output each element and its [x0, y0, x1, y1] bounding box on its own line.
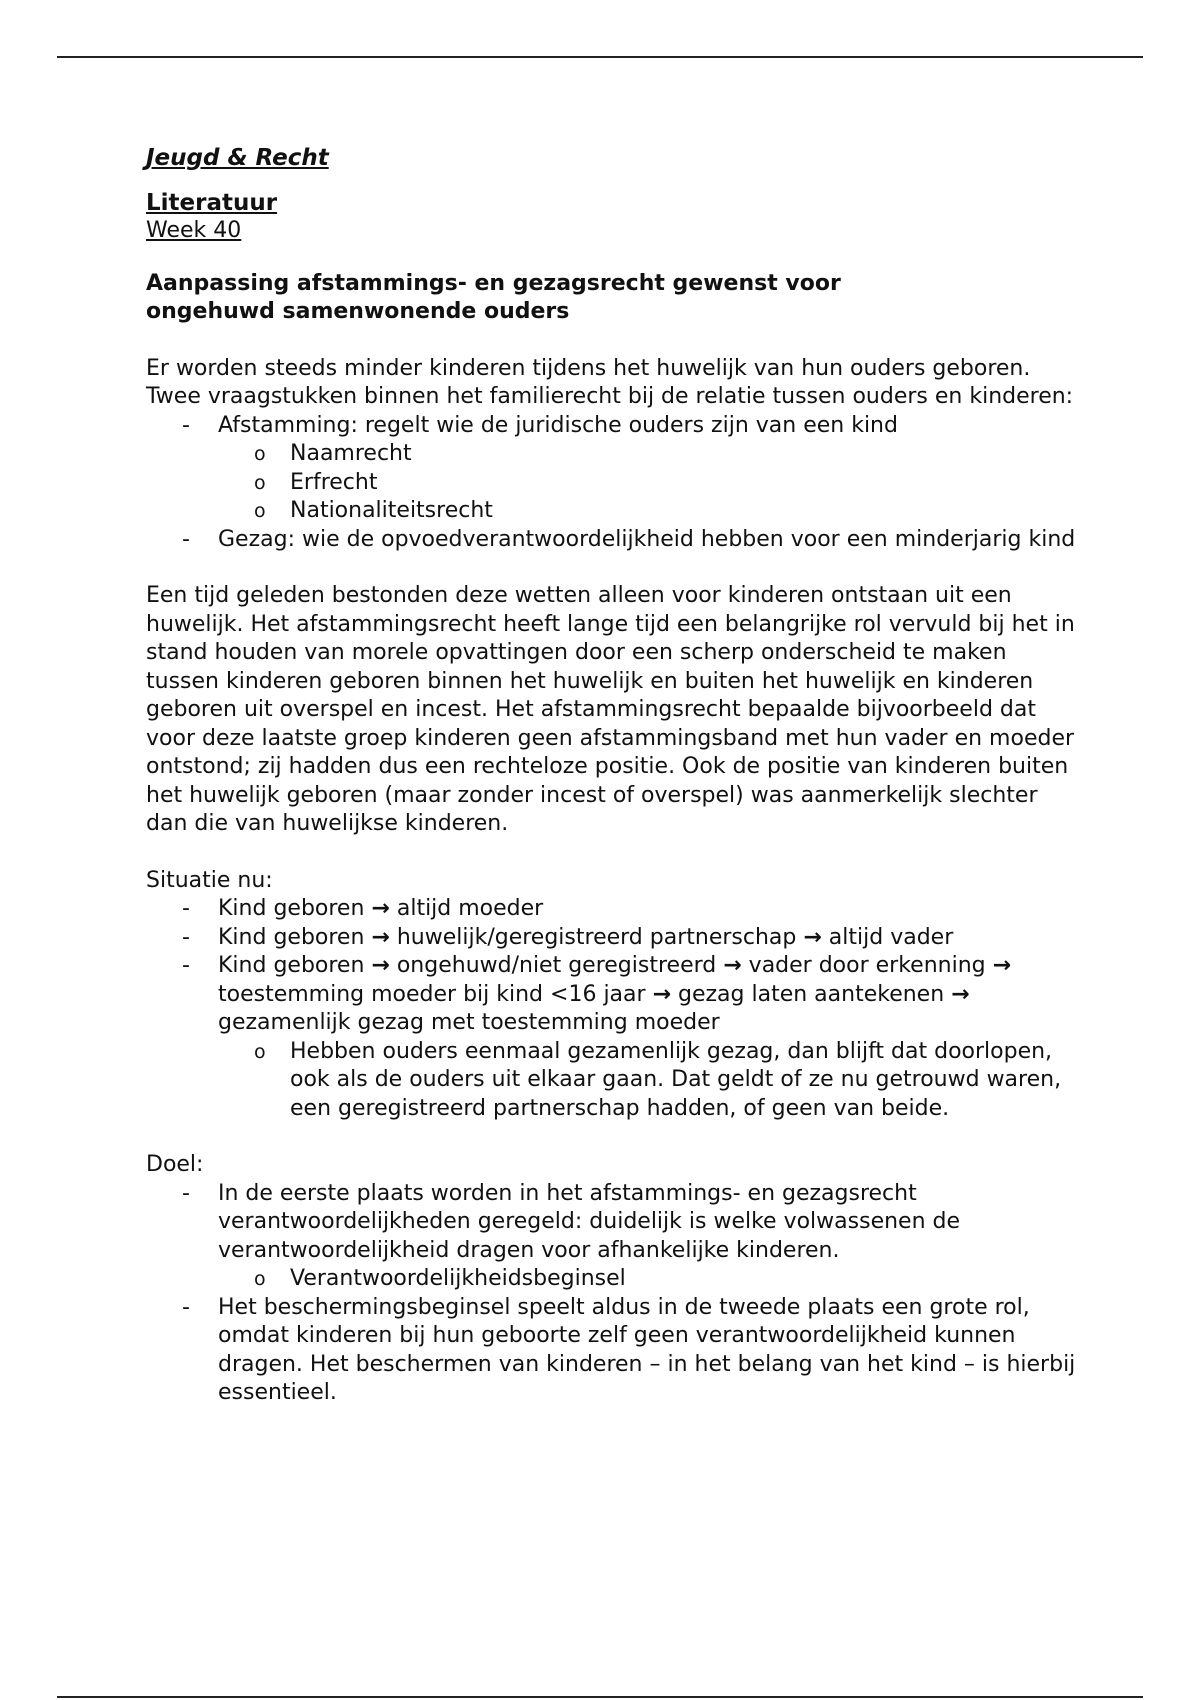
goal-text: In de eerste plaats worden in het afstammings- en gezagsrecht verantwoordelijkheden geregeld: duidelijk is welke volwassenen de verantwoordelijkheid dragen voor afhankelijke kinderen. [218, 1180, 961, 1263]
list-item [218, 1265, 1076, 1294]
circle-bullet: o [254, 500, 266, 522]
goal-label: Doel: [146, 1152, 204, 1177]
topics-list [146, 412, 1076, 555]
list-item [218, 497, 1076, 526]
list-item [146, 1294, 1076, 1408]
arrow-right-icon: → [992, 953, 1012, 978]
situation-text: Kind geboren [218, 896, 365, 921]
subitem-nationaliteitsrecht: Nationaliteitsrecht [290, 498, 493, 523]
goal-text: Het beschermingsbeginsel speelt aldus in de tweede plaats een grote rol, omdat kinderen bij hun geboorte zelf geen verantwoordelijkheid kunnen dragen. Het beschermen van kinderen – in het belang van het kind – is hierbij essentieel. [218, 1294, 1076, 1405]
subitem-naamrecht: Naamrecht [290, 441, 412, 466]
dash-bullet: - [182, 1294, 190, 1320]
situation-text: gezag laten aantekenen [678, 981, 945, 1007]
subitem-erfrecht: Erfrecht [290, 469, 378, 495]
situation-label: Situatie nu: [146, 867, 273, 893]
situation-text: altijd moeder [396, 896, 544, 921]
document-body [146, 144, 1076, 1408]
circle-bullet: o [254, 1268, 266, 1290]
list-item [146, 526, 1076, 555]
circle-bullet: o [254, 471, 266, 494]
section-week: Week 40 [146, 218, 242, 243]
situation-text: Kind geboren [218, 924, 365, 950]
situation-text: toestemming moeder bij kind <16 jaar [218, 981, 646, 1007]
list-item [218, 469, 1076, 498]
dash-bullet: - [182, 924, 190, 950]
list-item [146, 412, 1076, 526]
arrow-right-icon: → [371, 896, 390, 921]
arrow-right-icon: → [723, 953, 742, 978]
list-item [146, 924, 1076, 953]
situation-text: Kind geboren [218, 953, 365, 978]
dash-bullet: - [182, 1180, 190, 1206]
dash-bullet: - [182, 953, 190, 978]
dash-bullet: - [182, 526, 190, 552]
sublist [218, 1265, 1076, 1294]
situation-text: vader door erkenning [748, 953, 986, 978]
situation-text: huwelijk/geregistreerd partnerschap [396, 924, 797, 950]
section-title: Literatuur [146, 189, 278, 216]
arrow-right-icon: → [652, 981, 671, 1007]
intro-paragraph: Er worden steeds minder kinderen tijdens het huwelijk van hun ouders geboren. Twee vraagstukken binnen het familierecht bij de relatie tussen ouders en kinderen: [146, 355, 1074, 409]
circle-bullet: o [254, 443, 266, 465]
topic-gezag: Gezag: wie de opvoedverantwoordelijkheid hebben voor een minderjarig kind [218, 526, 1076, 552]
header-rule [57, 56, 1143, 58]
course-title: Jeugd & Recht [146, 145, 329, 171]
circle-bullet: o [254, 1040, 266, 1063]
list-item [218, 1038, 1076, 1124]
arrow-right-icon: → [951, 981, 970, 1007]
goal-list [146, 1180, 1076, 1408]
situation-note: Hebben ouders eenmaal gezamenlijk gezag, dan blijft dat doorlopen, ook als de ouders uit elkaar gaan. Dat geldt of ze nu getrouwd waren, een geregistreerd partnerschap hadden, of geen van beide. [290, 1038, 1062, 1121]
situation-text: gezamenlijk gezag met toestemming moeder [218, 1010, 720, 1035]
article-title: Aanpassing afstammings- en gezagsrecht gewenst voor ongehuwd samenwonende ouders [146, 270, 841, 324]
list-item [218, 440, 1076, 469]
arrow-right-icon: → [371, 953, 390, 978]
list-item [146, 952, 1076, 1123]
arrow-right-icon: → [371, 924, 390, 950]
dash-bullet: - [182, 896, 190, 921]
sublist [218, 440, 1076, 526]
sublist [218, 1038, 1076, 1124]
situation-text: altijd vader [828, 924, 954, 950]
dash-bullet: - [182, 412, 190, 438]
footer-rule [57, 1696, 1143, 1698]
list-item [146, 895, 1076, 924]
arrow-right-icon: → [803, 924, 822, 950]
topic-afstamming: Afstamming: regelt wie de juridische ouders zijn van een kind [218, 412, 898, 438]
history-paragraph: Een tijd geleden bestonden deze wetten alleen voor kinderen ontstaan uit een huwelijk. Het afstammingsrecht heeft lange tijd een belangrijke rol vervuld bij het in stand houden van morele opvattingen door een scherp onderscheid te maken tussen kinderen geboren binnen het huwelijk en buiten het huwelijk en kinderen geboren uit overspel en incest. Het afstammingsrecht bepaalde bijvoorbeeld dat voor deze laatste groep kinderen geen afstammingsband met hun vader en moeder ontstond; zij hadden dus een rechteloze positie. Ook de positie van kinderen buiten het huwelijk geboren (maar zonder incest of overspel) was aanmerkelijk slechter dan die van huwelijkse kinderen. [146, 583, 1075, 836]
goal-subitem: Verantwoordelijkheidsbeginsel [290, 1266, 626, 1291]
situation-list [146, 895, 1076, 1123]
list-item [146, 1180, 1076, 1294]
situation-text: ongehuwd/niet geregistreerd [396, 953, 717, 978]
